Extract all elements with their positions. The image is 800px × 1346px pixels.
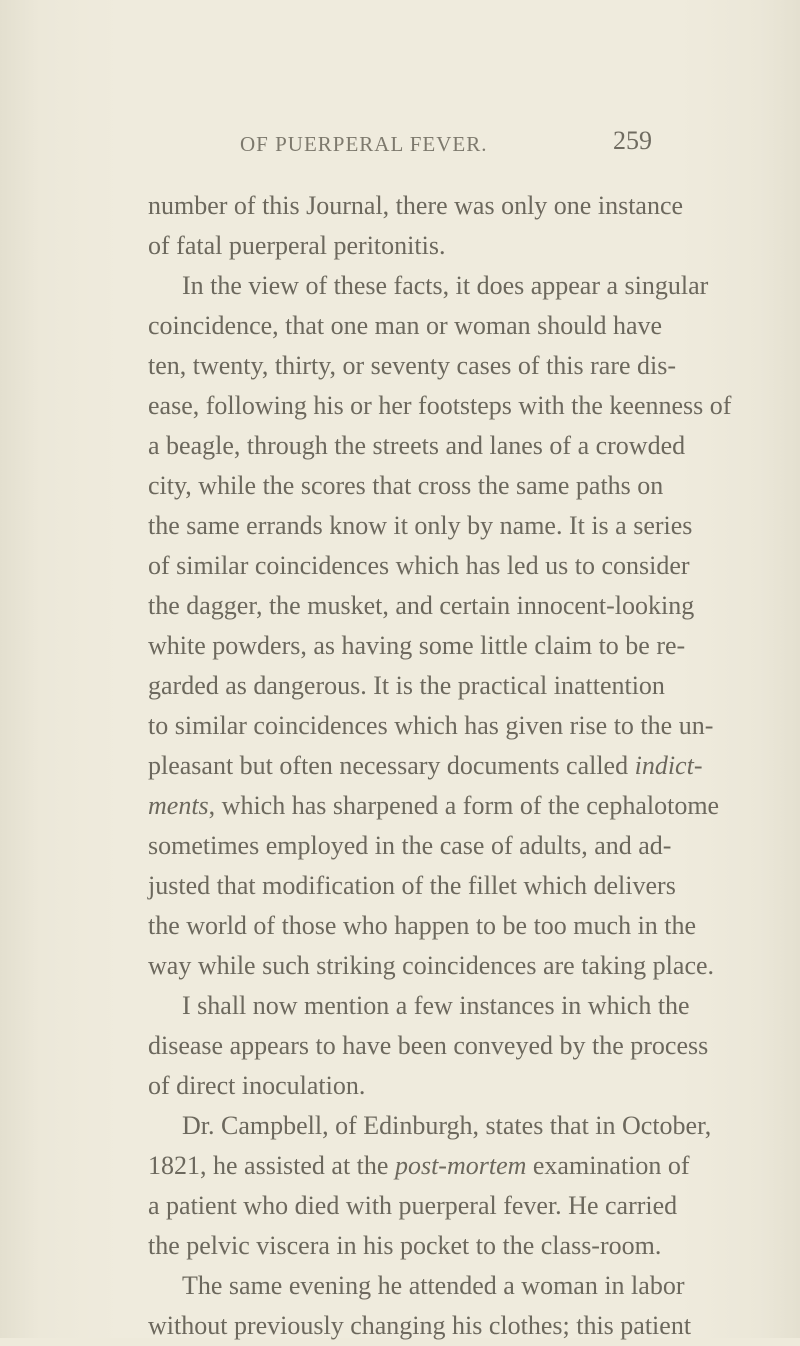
text-line: white powders, as having some little claim to be re- [148,631,686,660]
text-line: way while such striking coincidences are taking place. [148,951,715,980]
text-line: ments, which has sharpened a form of the cephalotome [148,791,720,820]
text-line: ease, following his or her footsteps with the keenness of [148,391,732,420]
text-line: sometimes employed in the case of adults, and ad- [148,831,672,860]
text-line: number of this Journal, there was only one instance [148,191,684,220]
text-line: of similar coincidences which has led us to consider [148,551,690,580]
text-line: a beagle, through the streets and lanes of a crowded [148,431,686,460]
text-line: the pelvic viscera in his pocket to the class-room. [148,1231,662,1260]
text-line: city, while the scores that cross the same paths on [148,471,664,500]
text-line: a patient who died with puerperal fever. He carried [148,1191,678,1220]
text-line: garded as dangerous. It is the practical inattention [148,671,665,700]
text-line: justed that modification of the fillet which delivers [148,871,676,900]
page-number: 259 [613,126,652,155]
text-line: I shall now mention a few instances in which the [182,991,690,1020]
text-line: the dagger, the musket, and certain innocent-looking [148,591,695,620]
text-line: disease appears to have been conveyed by the process [148,1031,709,1060]
text-line: of direct inoculation. [148,1071,366,1100]
page-header [240,126,652,166]
text-line: The same evening he attended a woman in labor [182,1271,685,1300]
text-line: the same errands know it only by name. It is a series [148,511,693,540]
text-line: ten, twenty, thirty, or seventy cases of this rare dis- [148,351,677,380]
text-line: of fatal puerperal peritonitis. [148,231,446,260]
text-line: pleasant but often necessary documents called indict- [148,751,703,780]
text-line: without previously changing his clothes; this patient [148,1311,692,1340]
text-line: to similar coincidences which has given rise to the un- [148,711,714,740]
text-line: 1821, he assisted at the post-mortem examination of [148,1151,690,1180]
text-line: coincidence, that one man or woman should have [148,311,663,340]
text-line: Dr. Campbell, of Edinburgh, states that in October, [182,1111,712,1140]
text-line: the world of those who happen to be too much in the [148,911,697,940]
text-line: In the view of these facts, it does appear a singular [182,271,709,300]
running-head: OF PUERPERAL FEVER. [240,132,488,156]
